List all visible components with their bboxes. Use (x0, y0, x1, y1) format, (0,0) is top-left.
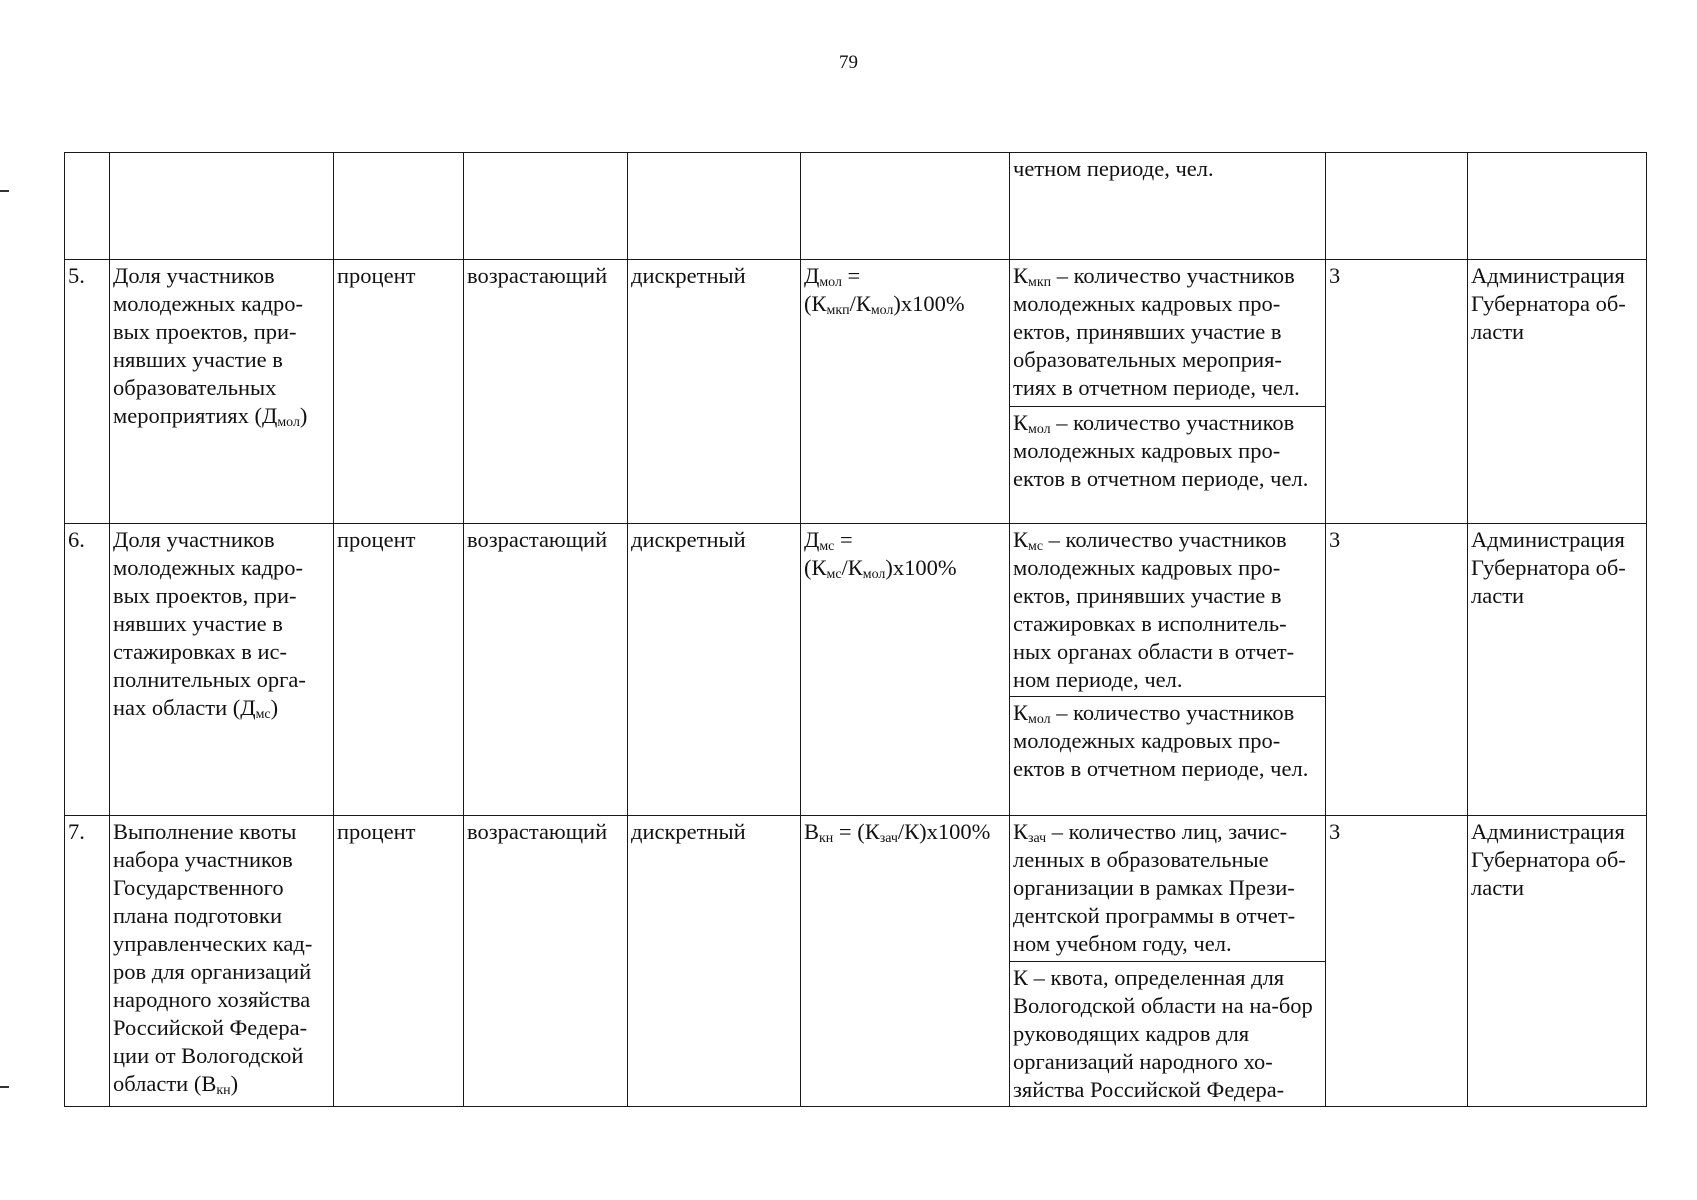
scan-mark (0, 190, 9, 192)
cell-unit (334, 153, 464, 260)
table-row (65, 816, 1647, 962)
cell-formula: $Д_{мс}$ = $(К_{мс}/К_{мол})х100\%$ (801, 524, 1010, 816)
cell-param-description: $К_{мол}$ – количество участников молодежных кадровых про-ектов в отчетном периоде, чел. (1010, 407, 1326, 524)
cell-param-description: четном периоде, чел. (1010, 153, 1326, 260)
cell-responsible (1468, 153, 1647, 260)
cell-type (628, 153, 801, 260)
cell-param-description: $К_{мол}$ – количество участников молодежных кадровых про-ектов в отчетном периоде, чел. (1010, 697, 1326, 816)
cell-param-description: $К_{зач}$ – количество лиц, зачис-ленных в образовательные организации в рамках Прези-дентской программы в отчет-ном учебном году, чел. (1010, 816, 1326, 962)
cell-formula (801, 153, 1010, 260)
cell-dynamics (464, 153, 628, 260)
cell-code: 3 (1326, 524, 1468, 816)
cell-code (1326, 153, 1468, 260)
cell-type: дискретный (628, 816, 801, 1107)
cell-dynamics: возрастающий (464, 524, 628, 816)
cell-param-description: К – квота, определенная для Вологодской области на на-бор руководящих кадров для организаций народного хо-зяйства Российской Федера- (1010, 962, 1326, 1107)
scan-mark (0, 1086, 9, 1088)
cell-name: Выполнение квоты набора участников Государственного плана подготовки управленческих кад-ров для организаций народного хозяйства Российской Федера-ции от Вологодской области $(В_{кн})$ (110, 816, 334, 1107)
cell-formula: $В_{кн} = (К_{зач}/К)х100\%$ (801, 816, 1010, 1107)
cell-num: 5. (65, 260, 110, 524)
cell-param-description: $К_{мс}$ – количество участников молодежных кадровых про-ектов, принявших участие в стажировках в исполнитель-ных органах области в отчет-ном периоде, чел. (1010, 524, 1326, 697)
page-number: 79 (839, 52, 858, 73)
cell-dynamics: возрастающий (464, 816, 628, 1107)
table-row (65, 153, 1647, 260)
cell-unit: процент (334, 524, 464, 816)
cell-type: дискретный (628, 524, 801, 816)
cell-num: 7. (65, 816, 110, 1107)
cell-num: 6. (65, 524, 110, 816)
cell-unit: процент (334, 816, 464, 1107)
cell-dynamics: возрастающий (464, 260, 628, 524)
cell-param-description: $К_{мкп}$ – количество участников молодежных кадровых про-ектов, принявших участие в образовательных мероприя-тиях в отчетном периоде, чел. (1010, 260, 1326, 407)
cell-code: 3 (1326, 816, 1468, 1107)
cell-responsible: Администрация Губернатора об-ласти (1468, 524, 1647, 816)
table-row (65, 524, 1647, 697)
cell-responsible: Администрация Губернатора об-ласти (1468, 260, 1647, 524)
cell-num (65, 153, 110, 260)
cell-formula: $Д_{мол}$ = $(К_{мкп}/К_{мол})х100\%$ (801, 260, 1010, 524)
cell-responsible: Администрация Губернатора об-ласти (1468, 816, 1647, 1107)
cell-type: дискретный (628, 260, 801, 524)
cell-name: Доля участников молодежных кадро-вых проектов, при-нявших участие в стажировках в ис-полнительных орга-нах области $(Д_{мс})$ (110, 524, 334, 816)
cell-name: Доля участников молодежных кадро-вых проектов, при-нявших участие в образовательных мероприятиях $(Д_{мол})$ (110, 260, 334, 524)
indicators-table (64, 152, 1647, 1107)
cell-code: 3 (1326, 260, 1468, 524)
table-row (65, 260, 1647, 407)
cell-unit: процент (334, 260, 464, 524)
cell-name (110, 153, 334, 260)
